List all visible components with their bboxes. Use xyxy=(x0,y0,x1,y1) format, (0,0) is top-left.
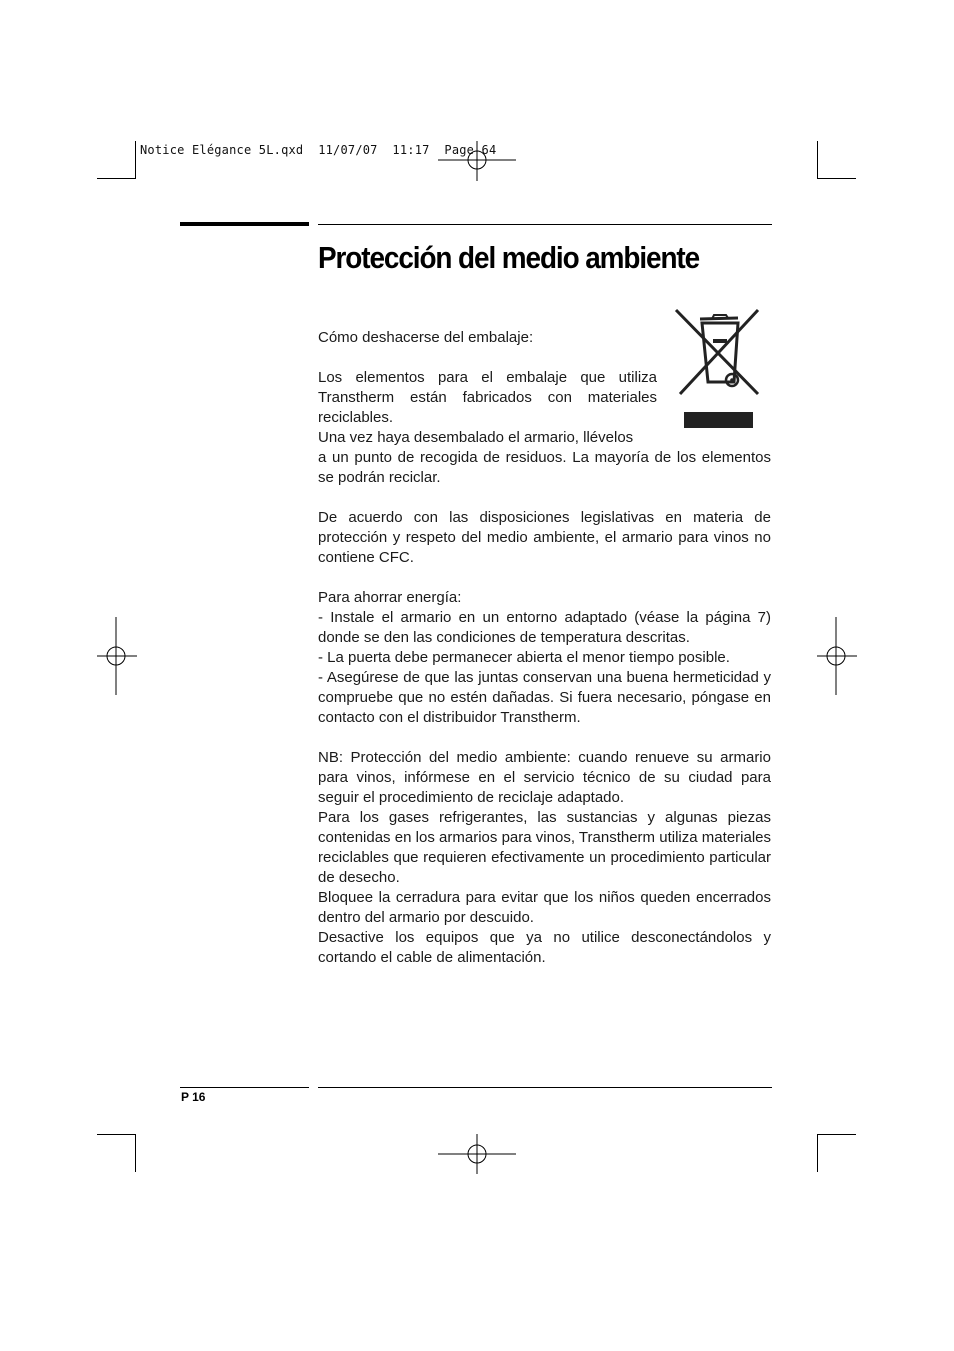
crop-mark xyxy=(817,178,856,179)
footer-rule-right xyxy=(318,1087,772,1088)
registration-mark-left xyxy=(97,617,137,695)
registration-mark-top xyxy=(438,141,516,181)
crop-mark xyxy=(817,141,818,179)
crop-mark xyxy=(97,178,136,179)
paragraph: Una vez haya desembalado el armario, llévelos xyxy=(318,429,634,446)
paragraph: Desactive los equipos que ya no utilice desconectándolos y cortando el cable de alimentación. xyxy=(318,929,771,966)
crop-mark xyxy=(135,1134,136,1172)
paragraph: De acuerdo con las disposiciones legislativas en materia de protección y respeto del medio ambiente, el armario para vinos no contiene CFC. xyxy=(318,509,771,566)
list-item: - Asegúrese de que las juntas conservan una buena hermeticidad y compruebe que no estén dañadas. Si fuera necesario, póngase en contacto con el distribuidor Transtherm. xyxy=(318,669,771,726)
page-title: Protección del medio ambiente xyxy=(318,240,700,275)
paragraph: Bloquee la cerradura para evitar que los niños queden encerrados dentro del armario por descuido. xyxy=(318,889,771,926)
crop-mark xyxy=(817,1134,818,1172)
title-rule-thick xyxy=(180,222,309,226)
paragraph: a un punto de recogida de residuos. La mayoría de los elementos se podrán reciclar. xyxy=(318,449,771,486)
page-number: P 16 xyxy=(181,1090,206,1104)
crop-mark xyxy=(97,1134,136,1135)
body-text xyxy=(318,328,771,968)
crop-mark xyxy=(817,1134,856,1135)
title-rule-thin xyxy=(318,224,772,225)
list-item: - Instale el armario en un entorno adaptado (véase la página 7) donde se den las condiciones de temperatura descritas. xyxy=(318,609,771,646)
paragraph: Cómo deshacerse del embalaje: xyxy=(318,329,534,346)
print-slug-line: Notice Elégance 5L.qxd 11/07/07 11:17 Page 64 xyxy=(140,143,497,157)
footer-rule-left xyxy=(180,1087,309,1088)
list-item: - La puerta debe permanecer abierta el menor tiempo posible. xyxy=(318,649,730,666)
paragraph: Para los gases refrigerantes, las sustancias y algunas piezas contenidas en los armarios para vinos, Transtherm utiliza materiales reciclables que requieren efectivamente un procedimiento particular de desecho. xyxy=(318,809,771,886)
paragraph: NB: Protección del medio ambiente: cuando renueve su armario para vinos, infórmese en el servicio técnico de su ciudad para seguir el procedimiento de reciclaje adaptado. xyxy=(318,749,771,806)
crop-mark xyxy=(135,141,136,179)
registration-mark-right xyxy=(817,617,857,695)
paragraph: Los elementos para el embalaje que utiliza Transtherm están fabricados con materiales reciclables. xyxy=(318,369,657,426)
registration-mark-bottom xyxy=(438,1134,516,1174)
paragraph: Para ahorrar energía: xyxy=(318,589,462,606)
